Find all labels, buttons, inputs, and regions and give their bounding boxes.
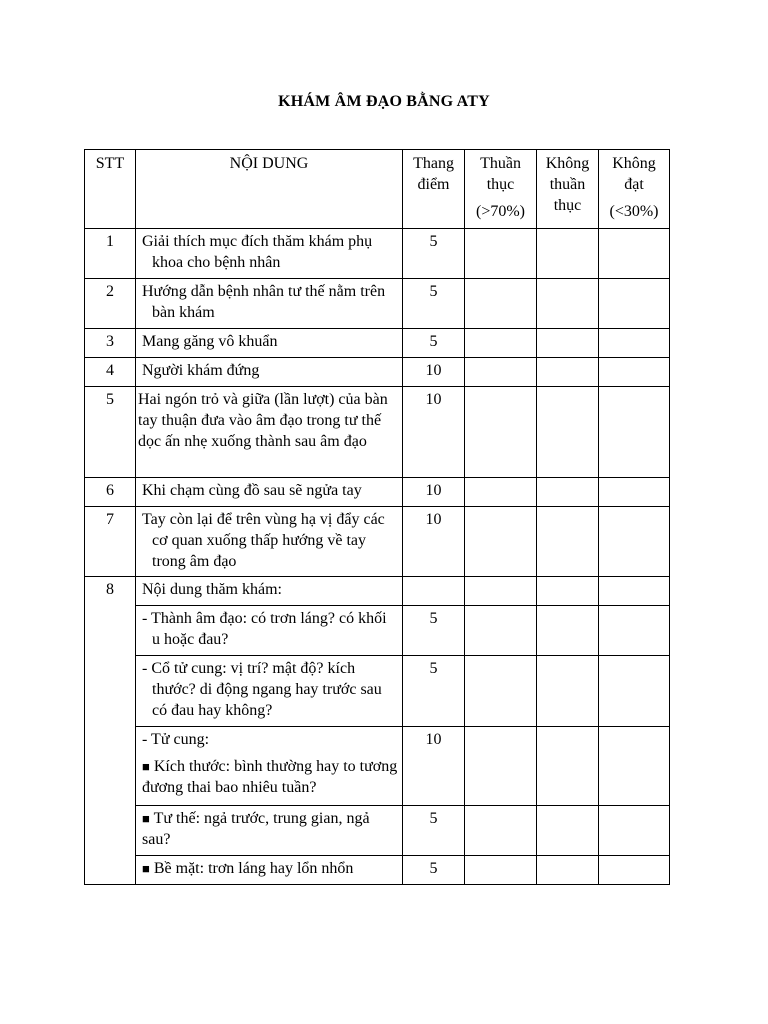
row-content: Hướng dẫn bệnh nhân tư thế nằm trên bàn khám [136, 279, 403, 329]
page-title: KHÁM ÂM ĐẠO BẰNG ATY [278, 93, 490, 110]
subrow-content: - Thành âm đạo: có trơn láng? có khối u hoặc đau? [136, 606, 403, 656]
table-row [85, 507, 670, 577]
table-row [85, 856, 670, 885]
table-row [85, 656, 670, 727]
subrow-score: 5 [403, 656, 465, 727]
row-content: Khi chạm cùng đồ sau sẽ ngửa tay [136, 478, 403, 507]
row-score: 10 [403, 387, 465, 478]
header-proficient: Thuần thục (>70%) [465, 150, 537, 229]
row-content: Mang găng vô khuẩn [136, 329, 403, 358]
row-stt: 8 [85, 577, 136, 885]
cell-proficient [465, 577, 537, 606]
assessment-table [84, 149, 670, 885]
row-score [403, 577, 465, 606]
cell-fail [599, 606, 670, 656]
row-stt: 7 [85, 507, 136, 577]
cell-fail [599, 656, 670, 727]
cell-not-proficient [537, 856, 599, 885]
cell-proficient [465, 856, 537, 885]
cell-not-proficient [537, 656, 599, 727]
row-stt: 6 [85, 478, 136, 507]
row-content: Hai ngón trỏ và giữa (lần lượt) của bàn tay thuận đưa vào âm đạo trong tư thế dọc ấn nhẹ xuống thành sau âm đạo [136, 387, 403, 478]
subrow-content: ■ Tư thế: ngả trước, trung gian, ngả sau? [136, 806, 403, 856]
cell-not-proficient [537, 727, 599, 806]
cell-fail [599, 806, 670, 856]
cell-not-proficient [537, 478, 599, 507]
cell-proficient [465, 507, 537, 577]
subrow-score: 5 [403, 806, 465, 856]
row-stt: 2 [85, 279, 136, 329]
square-bullet-icon: ■ [142, 759, 150, 774]
cell-not-proficient [537, 358, 599, 387]
cell-proficient [465, 387, 537, 478]
cell-not-proficient [537, 387, 599, 478]
cell-not-proficient [537, 507, 599, 577]
table-row [85, 358, 670, 387]
cell-fail [599, 279, 670, 329]
cell-proficient [465, 656, 537, 727]
table-row [85, 577, 670, 606]
subrow-score: 5 [403, 856, 465, 885]
subrow-content: - Tử cung: ■ Kích thước: bình thường hay to tương đương thai bao nhiêu tuần? [136, 727, 403, 806]
row-score: 10 [403, 507, 465, 577]
cell-fail [599, 229, 670, 279]
header-not-proficient: Không thuần thục [537, 150, 599, 229]
cell-proficient [465, 727, 537, 806]
row-stt: 1 [85, 229, 136, 279]
row-stt: 4 [85, 358, 136, 387]
cell-not-proficient [537, 577, 599, 606]
cell-proficient [465, 279, 537, 329]
table-row [85, 279, 670, 329]
square-bullet-icon: ■ [142, 861, 150, 876]
cell-fail [599, 856, 670, 885]
row-score: 5 [403, 279, 465, 329]
cell-fail [599, 727, 670, 806]
row-stt: 5 [85, 387, 136, 478]
row-score: 10 [403, 478, 465, 507]
table-row [85, 606, 670, 656]
subrow-content: - Cổ tử cung: vị trí? mật độ? kích thước? di động ngang hay trước sau có đau hay không? [136, 656, 403, 727]
header-fail: Không đạt (<30%) [599, 150, 670, 229]
cell-not-proficient [537, 229, 599, 279]
row-stt: 3 [85, 329, 136, 358]
table-row [85, 229, 670, 279]
table-row [85, 329, 670, 358]
cell-not-proficient [537, 279, 599, 329]
header-score: Thang điểm [403, 150, 465, 229]
cell-fail [599, 478, 670, 507]
table-row [85, 806, 670, 856]
table-row [85, 478, 670, 507]
cell-proficient [465, 358, 537, 387]
header-stt: STT [85, 150, 136, 229]
cell-fail [599, 358, 670, 387]
cell-fail [599, 577, 670, 606]
header-row [85, 150, 670, 229]
header-content: NỘI DUNG [136, 150, 403, 229]
subrow-content: ■ Bề mặt: trơn láng hay lổn nhổn [136, 856, 403, 885]
row-score: 5 [403, 329, 465, 358]
subrow-score: 10 [403, 727, 465, 806]
cell-proficient [465, 806, 537, 856]
cell-proficient [465, 606, 537, 656]
cell-not-proficient [537, 806, 599, 856]
row-score: 10 [403, 358, 465, 387]
square-bullet-icon: ■ [142, 811, 150, 826]
row-score: 5 [403, 229, 465, 279]
cell-fail [599, 507, 670, 577]
cell-not-proficient [537, 606, 599, 656]
cell-proficient [465, 478, 537, 507]
table-row [85, 387, 670, 478]
row-content: Nội dung thăm khám: [136, 577, 403, 606]
table-row [85, 727, 670, 806]
cell-proficient [465, 329, 537, 358]
row-content: Tay còn lại để trên vùng hạ vị đẩy các cơ quan xuống thấp hướng về tay trong âm đạo [136, 507, 403, 577]
row-content: Người khám đứng [136, 358, 403, 387]
cell-fail [599, 329, 670, 358]
cell-not-proficient [537, 329, 599, 358]
subrow-score: 5 [403, 606, 465, 656]
row-content: Giải thích mục đích thăm khám phụ khoa cho bệnh nhân [136, 229, 403, 279]
cell-proficient [465, 229, 537, 279]
cell-fail [599, 387, 670, 478]
